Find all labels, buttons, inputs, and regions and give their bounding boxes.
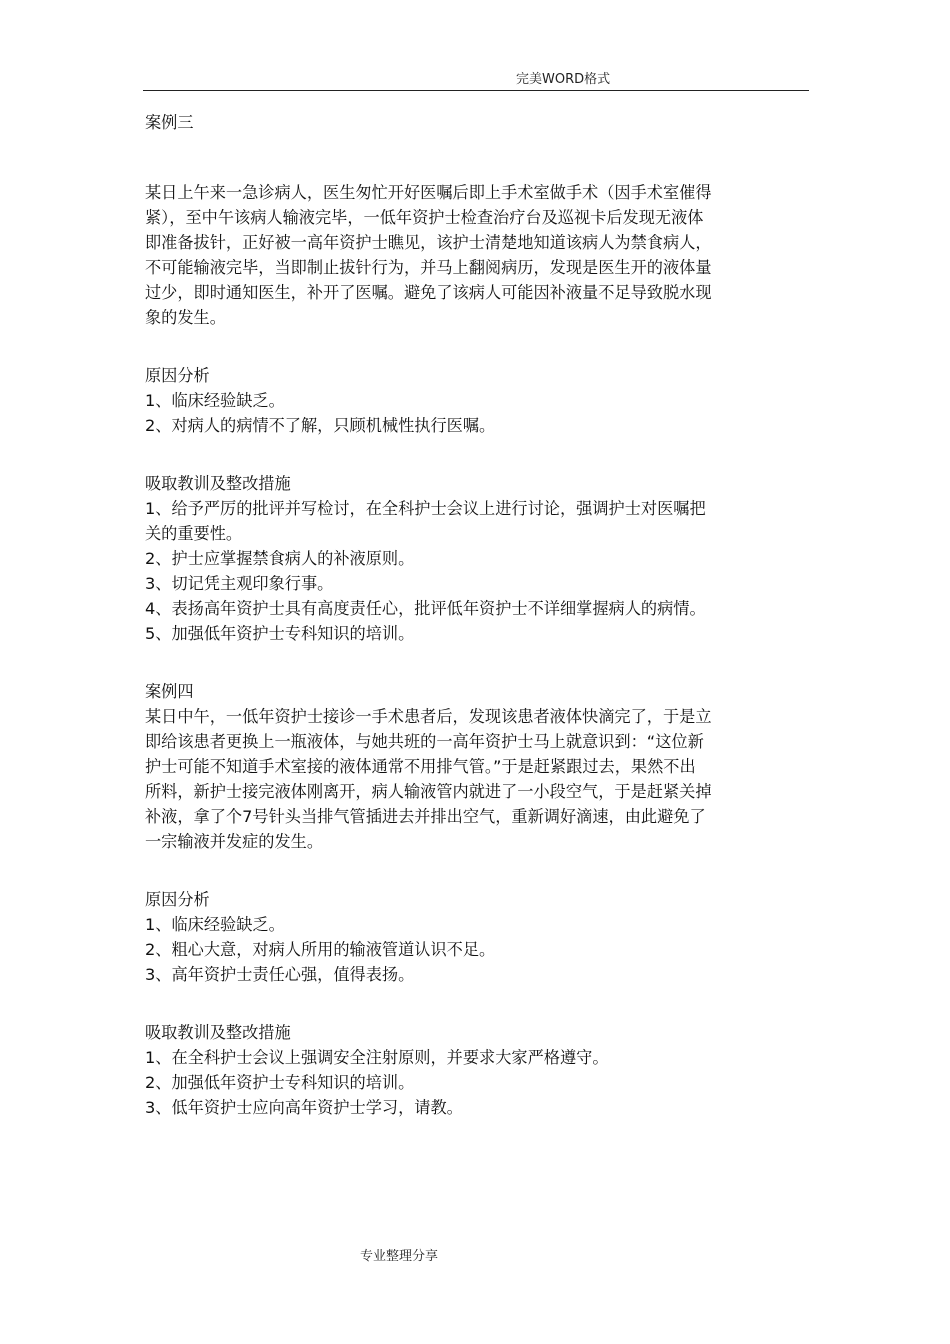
case3-body-line: 不可能输液完毕，当即制止拔针行为，并马上翻阅病历，发现是医生开的液体量	[145, 258, 712, 277]
case4-analysis-item: 3、高年资护士责任心强，值得表扬。	[145, 965, 415, 984]
case4-body-line: 护士可能不知道手术室接的液体通常不用排气管。”于是赶紧跟过去，果然不出	[145, 757, 696, 776]
case3-body-line: 即准备拔针，正好被一高年资护士瞧见，该护士清楚地知道该病人为禁食病人，	[145, 233, 712, 252]
case4-body-line: 补液，拿了个7号针头当排气管插进去并排出空气，重新调好滴速，由此避免了	[145, 807, 706, 826]
case3-analysis-item: 1、临床经验缺乏。	[145, 391, 285, 410]
case3-body-line: 紧），至中午该病人输液完毕，一低年资护士检查治疗台及巡视卡后发现无液体	[145, 208, 704, 227]
case4-measures-item: 2、加强低年资护士专科知识的培训。	[145, 1073, 415, 1092]
case4-body-line: 一宗输液并发症的发生。	[145, 832, 324, 851]
case3-body-line: 象的发生。	[145, 308, 226, 327]
case4-body-line: 某日中午，一低年资护士接诊一手术患者后，发现该患者液体快滴完了，于是立	[145, 707, 712, 726]
case3-measures-item: 1、给予严厉的批评并写检讨，在全科护士会议上进行讨论，强调护士对医嘱把	[145, 499, 706, 518]
case4-measures-title: 吸取教训及整改措施	[145, 1023, 291, 1042]
case4-body-line: 即给该患者更换上一瓶液体，与她共班的一高年资护士马上就意识到：“这位新	[145, 732, 704, 751]
case3-measures-item: 3、切记凭主观印象行事。	[145, 574, 334, 593]
case3-measures-item: 4、表扬高年资护士具有高度责任心，批评低年资护士不详细掌握病人的病情。	[145, 599, 706, 618]
case3-measures-title: 吸取教训及整改措施	[145, 474, 291, 493]
case3-measures-item: 2、护士应掌握禁食病人的补液原则。	[145, 549, 415, 568]
case3-analysis-title: 原因分析	[145, 366, 210, 385]
case4-measures-item: 3、低年资护士应向高年资护士学习，请教。	[145, 1098, 463, 1117]
case3-analysis-item: 2、对病人的病情不了解，只顾机械性执行医嘱。	[145, 416, 496, 435]
case4-title: 案例四	[145, 682, 194, 701]
case3-measures-item: 关的重要性。	[145, 524, 243, 543]
case3-measures-item: 5、加强低年资护士专科知识的培训。	[145, 624, 415, 643]
header-text: 完美WORD格式	[516, 72, 611, 87]
page-header	[143, 72, 809, 91]
case3-body-line: 某日上午来一急诊病人，医生匆忙开好医嘱后即上手术室做手术（因手术室催得	[145, 183, 712, 202]
case4-measures-item: 1、在全科护士会议上强调安全注射原则，并要求大家严格遵守。	[145, 1048, 609, 1067]
case3-title: 案例三	[145, 113, 194, 132]
case4-analysis-item: 2、粗心大意，对病人所用的输液管道认识不足。	[145, 940, 496, 959]
page-footer: 专业整理分享	[360, 1249, 439, 1264]
case3-body-line: 过少，即时通知医生，补开了医嘱。避免了该病人可能因补液量不足导致脱水现	[145, 283, 712, 302]
case4-analysis-item: 1、临床经验缺乏。	[145, 915, 285, 934]
case4-body-line: 所料，新护士接完液体刚离开，病人输液管内就进了一小段空气，于是赶紧关掉	[145, 782, 712, 801]
case4-analysis-title: 原因分析	[145, 890, 210, 909]
document-body	[145, 110, 815, 1120]
